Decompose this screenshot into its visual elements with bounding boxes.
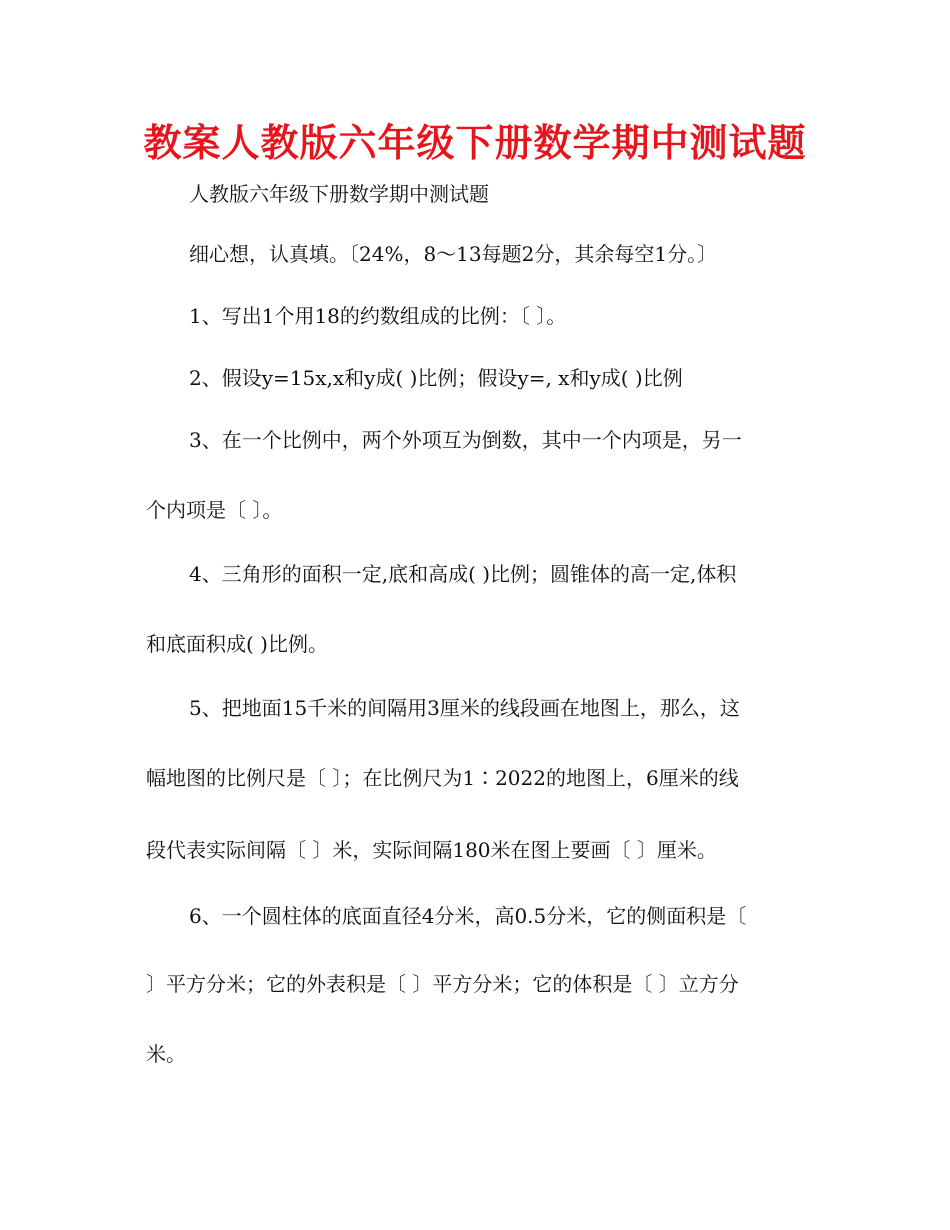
question-line-4-cont: 和底面积成( )比例。 (146, 632, 328, 656)
question-line-2: 2、假设y=15x,x和y成( )比例；假设y=, x和y成( )比例 (189, 366, 683, 390)
document-title: 教案人教版六年级下册数学期中测试题 (143, 121, 807, 165)
question-line-5-cont-a: 幅地图的比例尺是〔 〕；在比例尺为1∶2022的地图上，6厘米的线 (146, 766, 739, 790)
question-line-5-cont-b: 段代表实际间隔〔 〕米，实际间隔180米在图上要画〔 〕厘米。 (146, 838, 717, 862)
question-line-1: 1、写出1个用18的约数组成的比例：〔 〕。 (189, 304, 567, 328)
section-heading: 细心想，认真填。〔24%，8～13每题2分，其余每空1分。〕 (189, 242, 718, 266)
question-line-4: 4、三角形的面积一定,底和高成( )比例；圆锥体的高一定,体积 (189, 562, 737, 586)
question-line-6-cont-a: 〕平方分米；它的外表积是〔 〕平方分米；它的体积是〔 〕立方分 (146, 972, 739, 996)
question-line-3-cont: 个内项是〔 〕。 (146, 498, 283, 522)
question-line-5: 5、把地面15千米的间隔用3厘米的线段画在地图上，那么，这 (189, 696, 740, 720)
subtitle: 人教版六年级下册数学期中测试题 (189, 182, 489, 206)
question-line-6: 6、一个圆柱体的底面直径4分米，高0.5分米，它的侧面积是〔 (189, 904, 747, 928)
question-line-6-cont-b: 米。 (146, 1042, 186, 1066)
question-line-3: 3、在一个比例中，两个外项互为倒数，其中一个内项是，另一 (189, 428, 742, 452)
